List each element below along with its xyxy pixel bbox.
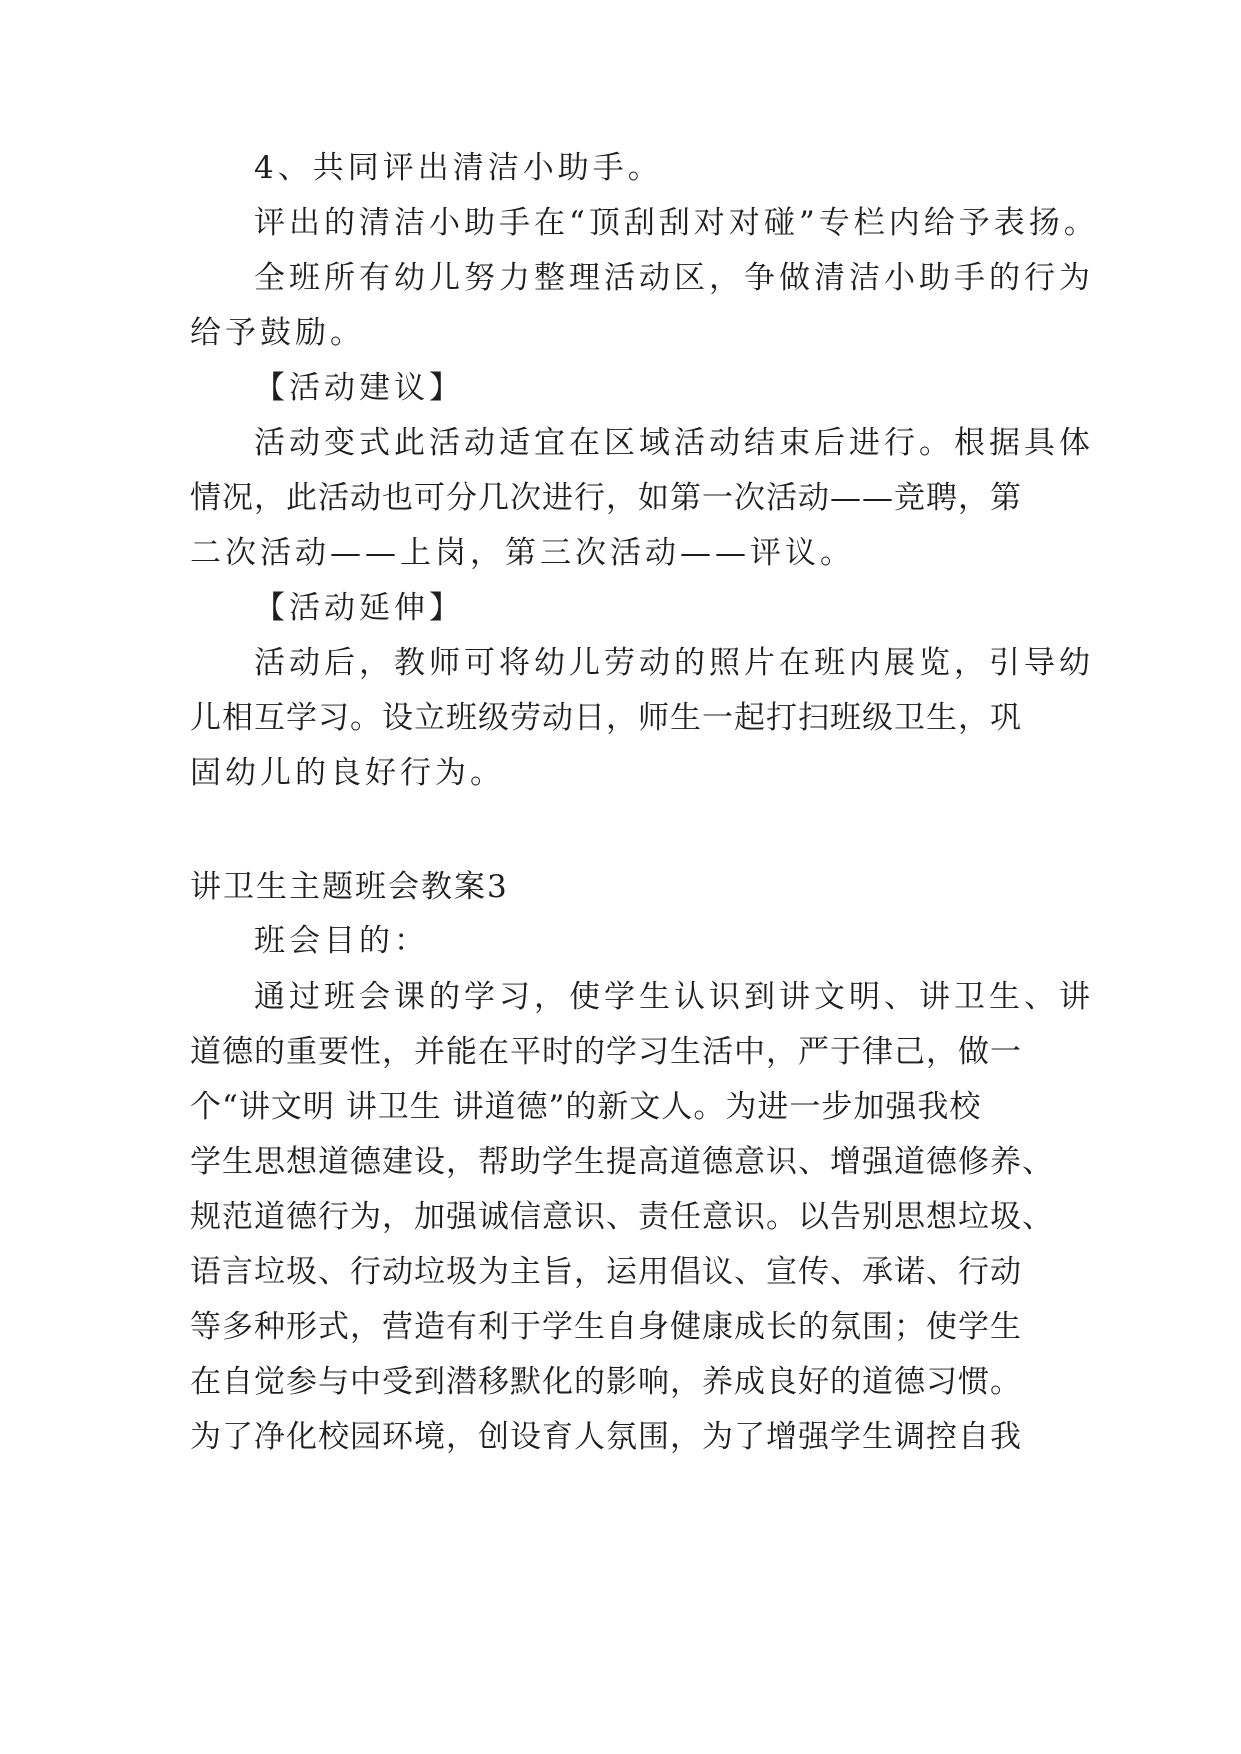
section-heading: 【活动建议】 bbox=[254, 370, 464, 406]
paragraph-line: 情况，此活动也可分几次进行，如第一次活动——竞聘，第 bbox=[190, 480, 1022, 516]
paragraph-line: 等多种形式，营造有利于学生自身健康成长的氛围；使学生 bbox=[190, 1309, 1022, 1345]
paragraph-line: 二次活动——上岗，第三次活动——评议。 bbox=[190, 535, 855, 571]
paragraph-line: 道德的重要性，并能在平时的学习生活中，严于律己，做一 bbox=[190, 1034, 1022, 1070]
paragraph-line: 学生思想道德建设，帮助学生提高道德意识、增强道德修养、 bbox=[190, 1144, 1054, 1180]
paragraph-line: 4、共同评出清洁小助手。 bbox=[254, 150, 663, 186]
paragraph-line: 个“讲文明 讲卫生 讲道德”的新文人。为进一步加强我校 bbox=[190, 1089, 982, 1125]
paragraph-line: 通过班会课的学习，使学生认识到讲文明、讲卫生、讲 bbox=[254, 979, 1094, 1015]
document-title: 讲卫生主题班会教案3 bbox=[190, 869, 509, 905]
paragraph-line: 在自觉参与中受到潜移默化的影响，养成良好的道德习惯。 bbox=[190, 1364, 1022, 1400]
section-heading: 【活动延伸】 bbox=[254, 590, 464, 626]
paragraph-line: 固幼儿的良好行为。 bbox=[190, 755, 505, 791]
paragraph-line: 活动后，教师可将幼儿劳动的照片在班内展览，引导幼 bbox=[254, 645, 1094, 681]
paragraph-line: 班会目的： bbox=[254, 923, 429, 959]
paragraph-line: 语言垃圾、行动垃圾为主旨，运用倡议、宣传、承诺、行动 bbox=[190, 1254, 1022, 1290]
paragraph-line: 给予鼓励。 bbox=[190, 315, 365, 351]
paragraph-line: 活动变式此活动适宜在区域活动结束后进行。根据具体 bbox=[254, 425, 1094, 461]
paragraph-line: 为了净化校园环境，创设育人氛围，为了增强学生调控自我 bbox=[190, 1419, 1022, 1455]
paragraph-line: 规范道德行为，加强诚信意识、责任意识。以告别思想垃圾、 bbox=[190, 1199, 1054, 1235]
paragraph-line: 全班所有幼儿努力整理活动区，争做清洁小助手的行为 bbox=[254, 260, 1094, 296]
paragraph-line: 评出的清洁小助手在“顶刮刮对对碰”专栏内给予表扬。 bbox=[254, 205, 1099, 241]
paragraph-line: 儿相互学习。设立班级劳动日，师生一起打扫班级卫生，巩 bbox=[190, 700, 1022, 736]
